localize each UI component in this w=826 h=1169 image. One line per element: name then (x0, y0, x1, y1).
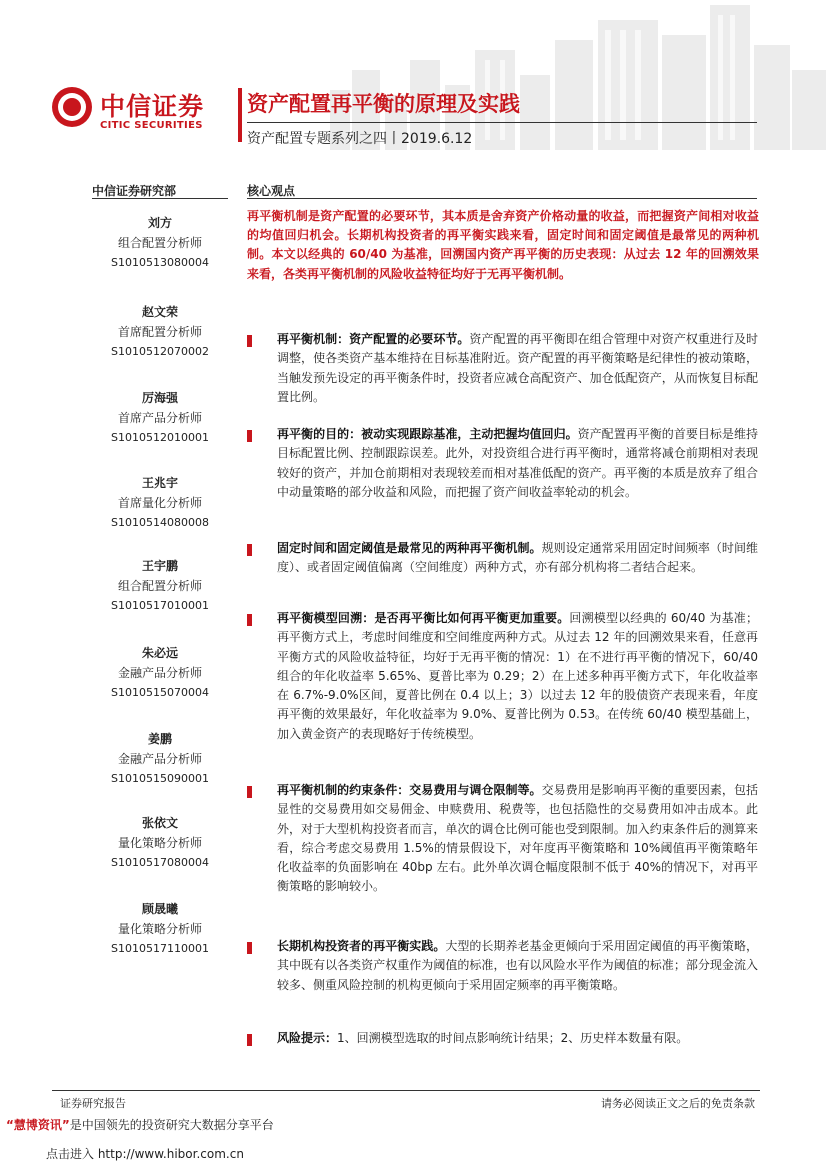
bullet-marker-icon (247, 786, 252, 798)
footer-divider (52, 1090, 760, 1091)
key-point-title: 风险提示： (277, 1031, 338, 1045)
title-divider (247, 122, 757, 123)
key-point-body: 资产配置的再平衡即在组合管理中对资产权重进行及时调整，使各类资产基本维持在目标基准附近。资产配置的再平衡策略是纪律性的被动策略，当触发预先设定的再平衡条件时，投资者应减仓高配资产、加仓低配资产，从而恢复目标配置比例。 (277, 332, 758, 404)
key-point-title: 再平衡的目的：被动实现跟踪基准，主动把握均值回归。 (277, 427, 578, 441)
analyst-name: 刘方 (147, 216, 172, 230)
analyst-card (92, 813, 228, 873)
bullet-marker-icon (247, 1034, 252, 1046)
analyst-license-id: S1010514080008 (111, 516, 209, 529)
analyst-name: 赵文荣 (141, 305, 178, 319)
analyst-role: 首席配置分析师 (117, 325, 202, 339)
bullet-marker-icon (247, 614, 252, 626)
analyst-license-id: S1010515070004 (111, 686, 209, 699)
key-point (277, 609, 758, 744)
footer-disclaimer-note: 请务必阅读正文之后的免责条款 (601, 1097, 755, 1110)
key-points-heading: 核心观点 (247, 184, 296, 198)
analyst-card (92, 643, 228, 703)
analyst-name: 姜鹏 (147, 732, 172, 746)
bullet-marker-icon (247, 544, 252, 556)
analyst-role: 量化策略分析师 (117, 836, 202, 850)
key-point-title: 再平衡模型回溯：是否再平衡比如何再平衡更加重要。 (277, 611, 570, 625)
analyst-name: 顾晟曦 (141, 902, 178, 916)
logo-chinese-name: 中信证券 (100, 92, 205, 121)
footer-report-type: 证券研究报告 (60, 1097, 126, 1110)
analyst-card (92, 388, 228, 448)
bullet-marker-icon (247, 430, 252, 442)
summary-paragraph: 再平衡机制是资产配置的必要环节，其本质是舍弃资产价格动量的收益，而把握资产间相对收益的均值回归机会。长期机构投资者的再平衡实践来看，固定时间和固定阈值是最常见的两种机制。本文以经典的 60/40 为基准，回溯国内资产再平衡的历史表现：从过去 12 年的回溯效果来看，各类再平衡机制的风险收益特征均好于无再平衡机制。 (247, 209, 759, 281)
left-divider (92, 198, 228, 199)
analyst-role: 组合配置分析师 (117, 579, 202, 593)
research-dept-heading: 中信证券研究部 (92, 184, 177, 198)
report-subtitle: 资产配置专题系列之四丨2019.6.12 (247, 131, 473, 147)
key-point-title: 再平衡机制：资产配置的必要环节。 (277, 332, 470, 346)
report-title: 资产配置再平衡的原理及实践 (247, 92, 520, 116)
key-point (277, 539, 758, 578)
analyst-card (92, 473, 228, 533)
logo-english-name: CITIC SECURITIES (100, 120, 203, 131)
analyst-license-id: S1010517110001 (111, 942, 209, 955)
analyst-name: 王宇鹏 (141, 559, 178, 573)
analyst-card (92, 556, 228, 616)
key-point-body: 资产配置再平衡的首要目标是维持目标配置比例、控制跟踪误差。此外，对投资组合进行再平衡时，通常将减仓前期相对表现较好的资产，并加仓前期相对表现较差而相对基准低配的资产。再平衡的本质是放弃了组合中动量策略的部分收益和风险，而把握了资产间收益率轮动的机会。 (277, 427, 758, 499)
key-point (277, 1029, 758, 1048)
analyst-role: 首席产品分析师 (117, 411, 202, 425)
analyst-role: 金融产品分析师 (117, 752, 202, 766)
analyst-license-id: S1010517010001 (111, 599, 209, 612)
bullet-marker-icon (247, 942, 252, 954)
key-point (277, 330, 758, 407)
citic-securities-logo (52, 87, 227, 137)
analyst-card (92, 302, 228, 362)
hibor-banner (6, 1116, 274, 1133)
key-point-body: 回溯模型以经典的 60/40 为基准；再平衡方式上，考虑时间维度和空间维度两种方式。从过去 12 年的回溯效果来看，任意再平衡方式的风险收益特征，均好于无再平衡的情况：1）在不进行再平衡的情况下，60/40 组合的年化收益率 5.65%、夏普比率为 0.29；2）在上述多种再平衡方式下，年化收益率在 6.7%-9.0%区间，夏普比例在 0.4 以上；3）以过去 12 年的股债资产表现来看，年度再平衡的效果最好，年化收益率为 9.0%、夏普比例为 0.53。在传统 60/40 模型基础上，加入黄金资产的表现略好于传统模型。 (277, 611, 758, 741)
key-point-body: 交易费用是影响再平衡的重要因素，包括显性的交易费用如交易佣金、申赎费用、税费等，也包括隐性的交易费用如冲击成本。此外，对于大型机构投资者而言，单次的调仓比例可能也受到限制。加入约束条件后的测算来看，综合考虑交易费用 1.5%的情景假设下，对年度再平衡策略和 10%阈值再平衡策略年化收益率的负面影响在 40bp 左右。此外单次调仓幅度限制不低于 40%的情况下，对再平衡策略的影响较小。 (277, 783, 758, 894)
analyst-name: 张依文 (141, 816, 178, 830)
analyst-role: 量化策略分析师 (117, 922, 202, 936)
analyst-name: 王兆宇 (141, 476, 178, 490)
analyst-license-id: S1010512070002 (111, 345, 209, 358)
key-point (277, 425, 758, 502)
key-point-body: 规则设定通常采用固定时间频率（时间维度）、或者固定阈值偏离（空间维度）两种方式，亦有部分机构将二者结合起来。 (277, 541, 758, 575)
hibor-link[interactable]: 点击进入 http://www.hibor.com.cn (46, 1147, 244, 1161)
hibor-tagline: 是中国领先的投资研究大数据分享平台 (69, 1118, 274, 1132)
analyst-license-id: S1010515090001 (111, 772, 209, 785)
analyst-role: 组合配置分析师 (117, 236, 202, 250)
analyst-card (92, 729, 228, 789)
key-point-body: 1、回溯模型选取的时间点影响统计结果；2、历史样本数量有限。 (337, 1031, 689, 1045)
right-divider (247, 198, 757, 199)
analyst-role: 首席量化分析师 (117, 496, 202, 510)
title-accent-bar (238, 88, 242, 142)
key-point-title: 长期机构投资者的再平衡实践。 (277, 939, 446, 953)
analyst-license-id: S1010513080004 (111, 256, 209, 269)
analyst-license-id: S1010517080004 (111, 856, 209, 869)
key-point-title: 再平衡机制的约束条件：交易费用与调仓限制等。 (277, 783, 542, 797)
logo-emblem-icon (52, 87, 92, 127)
analyst-card (92, 899, 228, 959)
analyst-name: 朱必远 (141, 646, 178, 660)
analyst-name: 厉海强 (141, 391, 178, 405)
key-point (277, 937, 758, 995)
analyst-role: 金融产品分析师 (117, 666, 202, 680)
hibor-brand: “慧博资讯” (6, 1118, 70, 1132)
key-point (277, 781, 758, 897)
analyst-license-id: S1010512010001 (111, 431, 209, 444)
key-point-body: 大型的长期养老基金更倾向于采用固定阈值的再平衡策略，其中既有以各类资产权重作为阈值的标准，也有以风险水平作为阈值的标准；部分现金流入较多、侧重风险控制的机构更倾向于采用固定频率的再平衡策略。 (277, 939, 758, 992)
key-point-title: 固定时间和固定阈值是最常见的两种再平衡机制。 (277, 541, 542, 555)
analyst-card (92, 213, 228, 273)
bullet-marker-icon (247, 335, 252, 347)
